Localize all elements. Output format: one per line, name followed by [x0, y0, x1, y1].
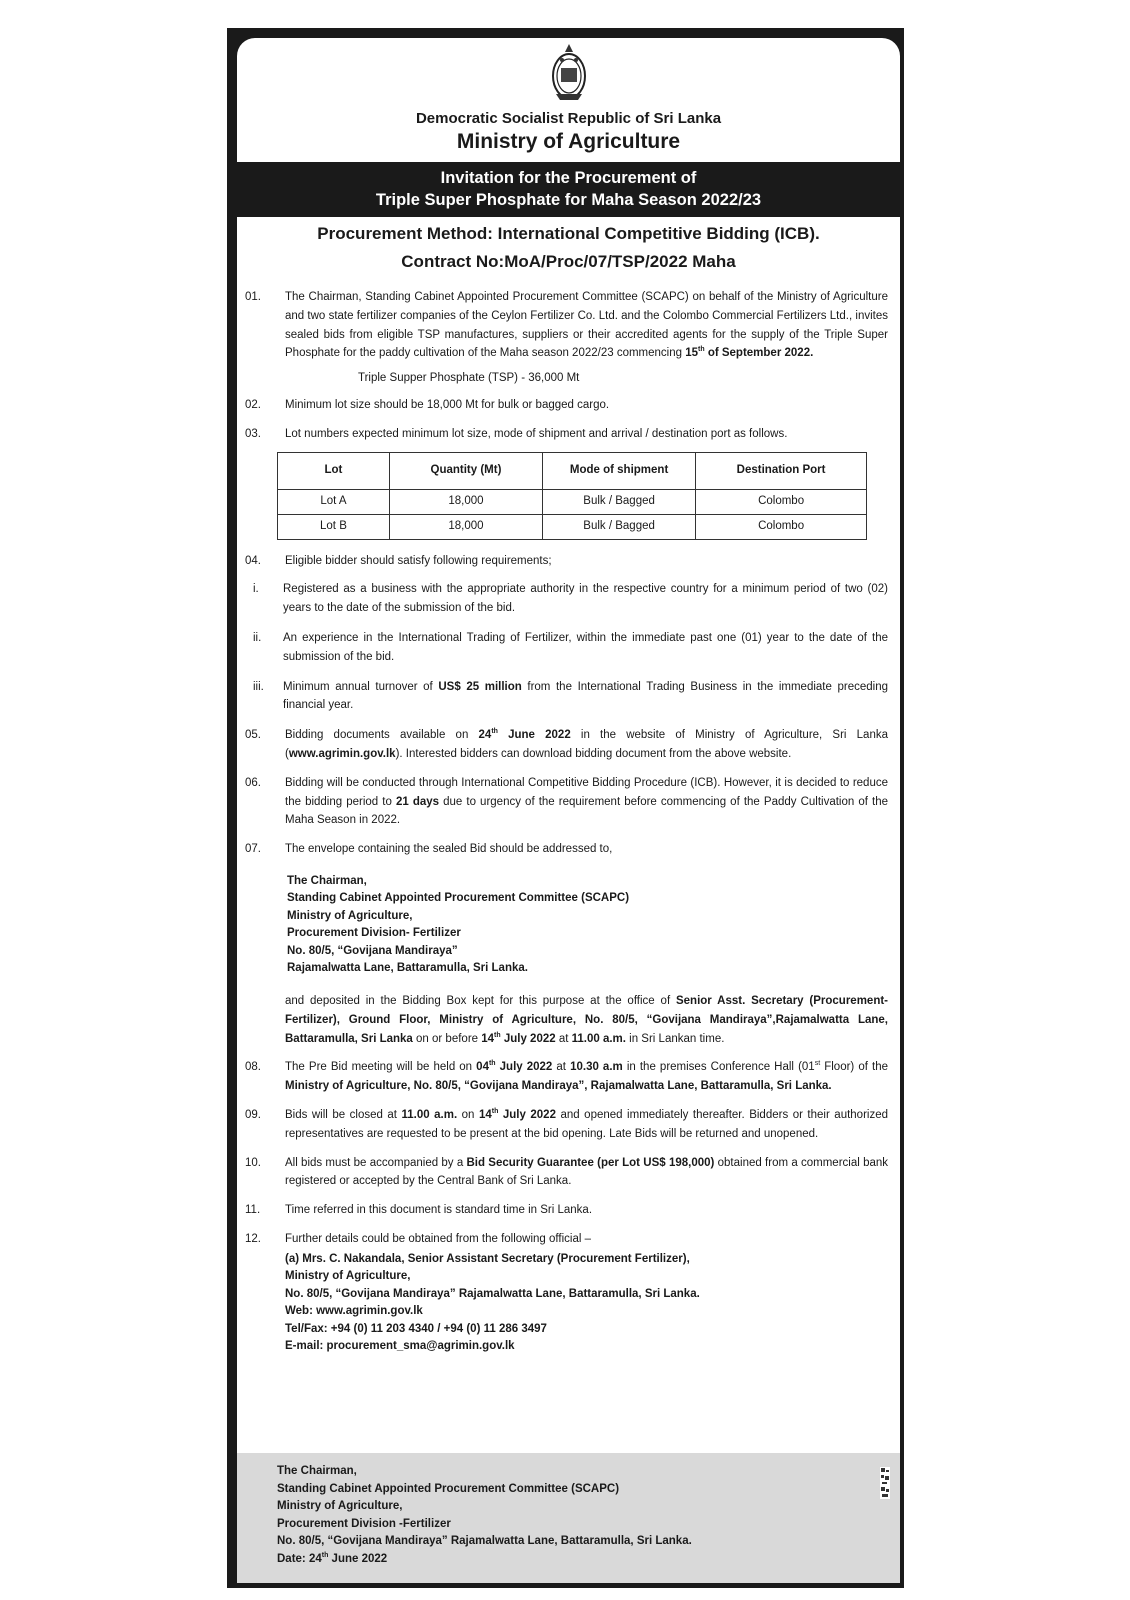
notice-date: Date: 24th June 2022 — [277, 1551, 388, 1565]
contact-web: Web: www.agrimin.gov.lk — [285, 1305, 423, 1318]
clause-10: 10. All bids must be accompanied by a Bid Security Guarantee (per Lot US$ 198,000) obtained from a commercial bank registered or accepted by the Central Bank of Sri Lanka. — [245, 1156, 889, 1188]
requirements-list — [245, 580, 888, 715]
website-link: www.agrimin.gov.lk — [288, 747, 396, 760]
ministry-name: Ministry of Agriculture — [456, 130, 681, 153]
procurement-method: Procurement Method: International Competitive Bidding (ICB). — [317, 224, 820, 243]
clause-03: 03. Lot numbers expected minimum lot size, mode of shipment and arrival / destination port as follows. — [245, 427, 788, 440]
state-emblem-icon — [548, 42, 590, 104]
table-row: Lot A 18,000 Bulk / Bagged Colombo — [278, 489, 867, 514]
notice-page — [237, 38, 900, 1583]
column-header: Destination Port — [696, 452, 867, 489]
contract-number: Contract No:MoA/Proc/07/TSP/2022 Maha — [401, 252, 736, 271]
clause-02: 02. Minimum lot size should be 18,000 Mt for bulk or bagged cargo. — [245, 398, 610, 411]
clause-06: 06. Bidding will be conducted through International Competitive Bidding Procedure (ICB). However, it is decided to reduce the bidding period to 21 days due to urgency of the requirement before commencing of the Paddy Cultivation of the Maha Season in 2022. — [245, 776, 889, 827]
country-name: Democratic Socialist Republic of Sri Lanka — [415, 110, 722, 127]
lots-table — [277, 452, 867, 540]
notice-body — [245, 288, 888, 1356]
banner-line-1: Invitation for the Procurement of — [440, 169, 697, 187]
clause-01: 01. The Chairman, Standing Cabinet Appointed Procurement Committee (SCAPC) on behalf of the Ministry of Agriculture and two state fertilizer companies of the Ceylon Fertilizer Co. Ltd. and the Colombo Commercial Fertilizers Ltd., invites sealed bids from eligible TSP manufactures, suppliers or their accredited agents for the supply of the Triple Super Phosphate for the paddy cultivation of the Maha season 2022/23 commencing 15th of September 2022. — [245, 288, 888, 363]
clause-08: 08. The Pre Bid meeting will be held on 04th July 2022 at 10.30 a.m in the premises Conference Hall (01st Floor) of the Ministry of Agriculture, No. 80/5, “Govijana Mandiraya”, Rajamalwatta Lane, Battaramulla, Sri Lanka. — [245, 1060, 888, 1093]
contact-official: (a) Mrs. C. Nakandala, Senior Assistant Secretary (Procurement Fertilizer), Ministry of Agriculture, No. 80/5, “Govijana Mandiraya” Rajamalwatta Lane, Battaramulla, Sri Lanka. Web: www.agrimin.gov.lk Tel/Fax: +94 (0) 11 203 4340 / +94 (0) 11 286 3497 E-mail: procurement_sma@agrimin.gov.lk — [245, 1251, 888, 1356]
clause-11: 11. Time referred in this document is standard time in Sri Lanka. — [245, 1204, 593, 1217]
signature-footer: The Chairman, Standing Cabinet Appointed Procurement Committee (SCAPC) Ministry of Agriculture, Procurement Division -Fertilizer No. 80/5, “Govijana Mandiraya” Rajamalwatta Lane, Battaramulla, Sri Lanka. Date: 24th June 2022 — [237, 1453, 900, 1583]
clause-04: 04. Eligible bidder should satisfy following requirements; — [245, 554, 552, 567]
clause-12: 12. Further details could be obtained from the following official – — [245, 1232, 591, 1245]
column-header: Mode of shipment — [543, 452, 696, 489]
title-banner — [237, 162, 900, 217]
clause-number: 01. — [245, 291, 261, 303]
requirement-ii: ii. An experience in the International Trading of Fertilizer, within the immediate past one (01) year to the date of the submission of the bid. — [253, 631, 888, 663]
notice-frame — [227, 28, 904, 1588]
column-header: Lot — [278, 452, 390, 489]
qr-code-icon — [880, 1467, 890, 1499]
bid-address: The Chairman, Standing Cabinet Appointed Procurement Committee (SCAPC) Ministry of Agriculture, Procurement Division- Fertilizer No. 80/5, “Govijana Mandiraya” Rajamalwatta Lane, Battaramulla, Sri Lanka. — [287, 874, 630, 975]
column-header: Quantity (Mt) — [389, 452, 542, 489]
contact-phone: Tel/Fax: +94 (0) 11 203 4340 / +94 (0) 11 286 3497 — [285, 1322, 547, 1335]
table-header-row — [278, 452, 867, 489]
requirement-i: i. Registered as a business with the appropriate authority in the respective country for a minimum period of two (02) years to the date of the submission of the bid. — [253, 583, 888, 615]
tsp-quantity: Triple Supper Phosphate (TSP) - 36,000 Mt — [358, 372, 580, 385]
contact-email: E-mail: procurement_sma@agrimin.gov.lk — [285, 1340, 515, 1353]
clause-07: 07. The envelope containing the sealed Bid should be addressed to, — [245, 843, 613, 856]
clause-09: 09. Bids will be closed at 11.00 a.m. on 14th July 2022 and opened immediately thereafter. Bidders or their authorized representatives are requested to be present at the bid opening. Late Bids will be returned and unopened. — [245, 1108, 889, 1140]
banner-line-2: Triple Super Phosphate for Maha Season 2022/23 — [375, 191, 762, 209]
clause-05: 05. Bidding documents available on 24th June 2022 in the website of Ministry of Agriculture, Sri Lanka (www.agrimin.gov.lk). Interested bidders can download bidding document from the above website. — [245, 728, 888, 760]
table-row: Lot B 18,000 Bulk / Bagged Colombo — [278, 514, 867, 539]
deposit-instructions: and deposited in the Bidding Box kept for this purpose at the office of Senior Asst. Secretary (Procurement- Fertilizer), Ground Floor, Ministry of Agriculture, No. 80/5, “Govijana Mandiraya”,Rajamalwatta Lane, Battaramulla, Sri Lanka on or before 14th July 2022 at 11.00 a.m. in Sri Lankan time. — [285, 994, 889, 1045]
requirement-iii: iii. Minimum annual turnover of US$ 25 million from the International Trading Business in the immediate preceding financial year. — [253, 680, 888, 712]
